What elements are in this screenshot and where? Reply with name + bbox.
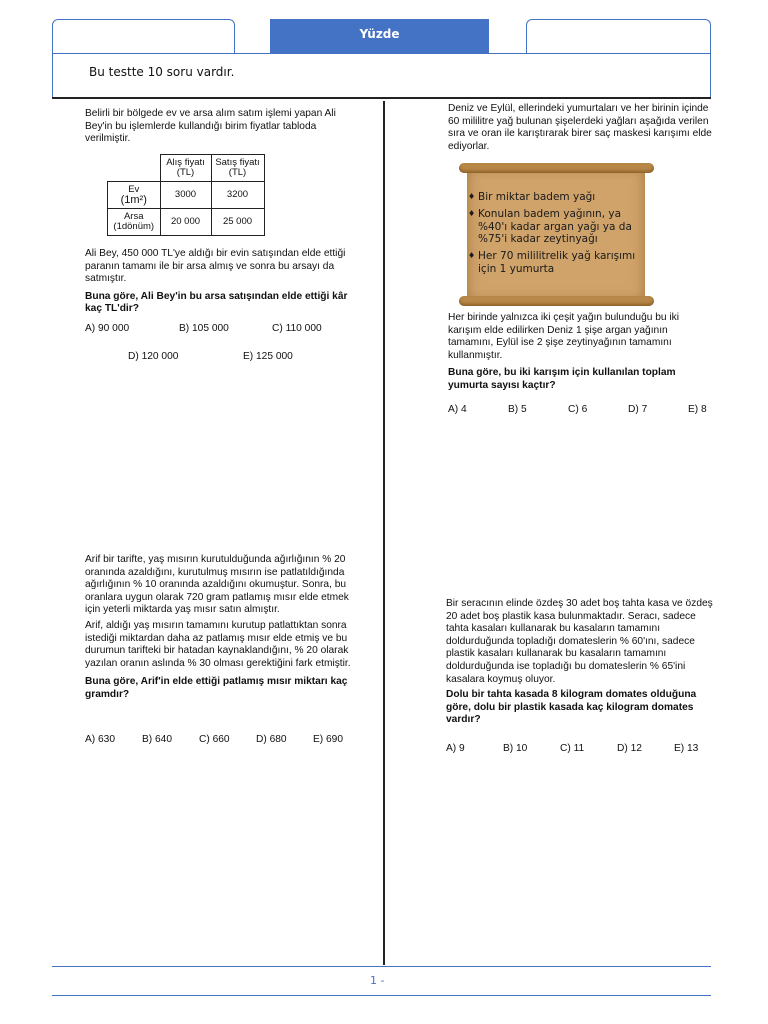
info-text: Bu testte 10 soru vardır. [89,65,235,79]
scroll-item: ♦ Her 70 mililitrelik yağ karışımı için 1 yumurta [468,250,648,276]
q4-body: Bir seracının elinde özdeş 30 adet boş tahta kasa ve özdeş 20 adet boş plastik kasa bulunmaktadır. Seracı, sadece tahta kasaları kullanarak bu kasaların tamamını doldurduğunda topladığı domateslerin % 60'ını, sadece plastik kasaları kullanarak bu kasaların tamamını doldurduğunda ise topladığı bu domateslerin % 65'ini kasalara koymuş oluyor. [446,598,713,685]
q2-intro [448,103,718,153]
table-cell: 25 000 [211,209,264,236]
option-b[interactable]: B) 640 [142,734,173,745]
scroll-top-roll [459,163,654,173]
header-rule [52,97,711,99]
q1-intro [85,108,355,146]
table-row-ev-label: Ev (1m²) [108,182,161,209]
option-c[interactable]: C) 660 [199,734,230,745]
q2-question: Buna göre, bu iki karışım için kullanılan toplam yumurta sayısı kaçtır? [448,367,676,391]
q2-body [448,312,714,393]
column-divider [383,101,385,965]
option-d[interactable]: D) 12 [617,743,642,754]
table-header-buy: Alış fiyatı (TL) [160,155,211,182]
scroll-bottom-roll [459,296,654,306]
scroll-text [468,191,648,276]
scroll-item: ♦ Bir miktar badem yağı [468,191,638,204]
header-left-box [52,19,235,54]
header-right-box [526,19,711,54]
scroll-item: ♦ Konulan badem yağının, ya %40'ı kadar argan yağı ya da %75'i kadar zeytinyağı [468,208,638,246]
option-b[interactable]: B) 5 [508,404,527,415]
q3-p1: Arif bir tarifte, yaş mısırın kurutulduğunda ağırlığının % 20 oranında azaldığını, kurutulmuş mısırın ise patlatıldığında ağırlığının % 10 oranında azaldığını okumuştur. Sonra, bu oranlara uygun olarak 720 gram patlamış mısır elde etmek için yeterli miktarda yaş mısır satın almıştır. [85,554,349,616]
table-row-arsa-label: Arsa (1dönüm) [108,209,161,236]
option-e[interactable]: E) 13 [674,743,699,754]
q2-intro-text: Deniz ve Eylül, ellerindeki yumurtaları ve her birinin içinde 60 mililitre yağ bulunan şişelerdeki yağları aşağıda verilen sıra ve oran ile karıştırarak birer saç maskesi karışımı elde ediyorlar. [448,103,712,152]
option-b[interactable]: B) 105 000 [179,323,229,334]
q2-body-text: Her birinde yalnızca iki çeşit yağın bulunduğu bu iki karışım elde edilirken Deniz 1 şişe argan yağının tamamını, Eylül ise 2 şişe zeytinyağının tamamını kullanmıştır. [448,312,680,361]
q3-question: Buna göre, Arif'in elde ettiği patlamış mısır miktarı kaç gramdır? [85,676,348,700]
page-title: Yüzde [270,19,489,54]
option-d[interactable]: D) 120 000 [128,351,179,362]
option-c[interactable]: C) 11 [560,743,585,754]
footer-rule-top [52,966,711,967]
option-e[interactable]: E) 8 [688,404,707,415]
option-b[interactable]: B) 10 [503,743,528,754]
option-c[interactable]: C) 6 [568,404,588,415]
info-box [52,53,711,99]
price-table [107,154,265,236]
q3-block [85,554,359,702]
q1-body [85,248,357,316]
page-number: 1 - [370,974,385,987]
table-header-sell: Satış fiyatı (TL) [211,155,264,182]
option-a[interactable]: A) 9 [446,743,465,754]
option-e[interactable]: E) 690 [313,734,344,745]
option-e[interactable]: E) 125 000 [243,351,293,362]
option-a[interactable]: A) 630 [85,734,116,745]
table-cell: 20 000 [160,209,211,236]
table-cell: 3200 [211,182,264,209]
q1-question: Buna göre, Ali Bey'in bu arsa satışından elde ettiği kâr kaç TL'dir? [85,290,348,315]
q4-block [446,598,718,727]
footer-rule-bottom [52,995,711,996]
option-c[interactable]: C) 110 000 [272,323,322,334]
q3-p2: Arif, aldığı yaş mısırın tamamını kurutup patlattıktan sonra istediği miktardan daha az patlamış mısır elde etmiş ve bu durumun tarifteki bir hatadan kaynaklandığını, % 20 olarak yazılan oranın aslında % 30 olması gerektiğini fark etmiştir. [85,619,351,669]
q1-intro-text: Belirli bir bölgede ev ve arsa alım satım işlemi yapan Ali Bey'in bu işlemlerde kullandığı birim fiyatlar tabloda verilmiştir. [85,108,336,145]
q4-question: Dolu bir tahta kasada 8 kilogram domates olduğuna göre, dolu bir plastik kasada kaç kilogram domates vardır? [446,689,697,726]
option-a[interactable]: A) 90 000 [85,323,130,334]
option-a[interactable]: A) 4 [448,404,467,415]
option-d[interactable]: D) 7 [628,404,648,415]
q1-body-text: Ali Bey, 450 000 TL'ye aldığı bir evin satışından elde ettiği paranın tamamı ile bir arsa almış ve sonra bu arsayı da satmıştır. [85,248,346,285]
option-d[interactable]: D) 680 [256,734,287,745]
table-cell: 3000 [160,182,211,209]
